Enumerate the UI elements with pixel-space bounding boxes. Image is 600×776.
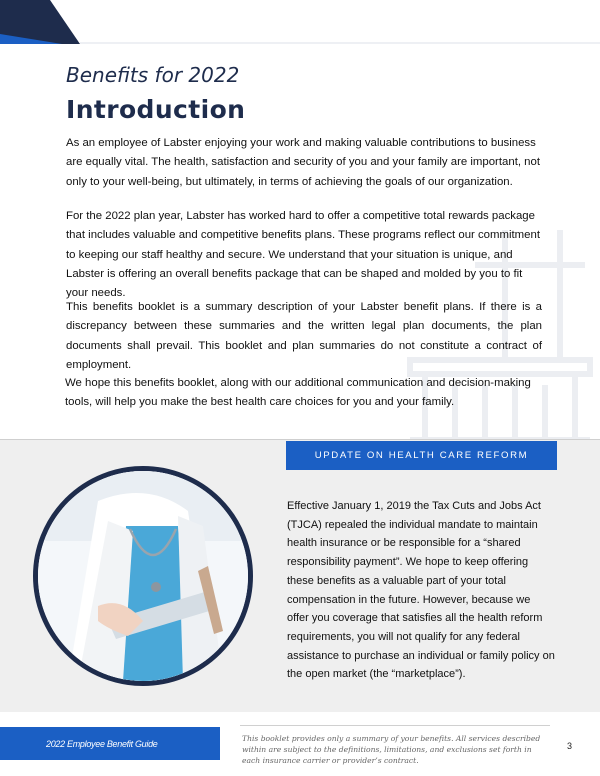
footer-rule [240,725,550,726]
footer-guide-tab [0,727,220,760]
footer-guide-label: 2022 Employee Benefit Guide [46,738,158,749]
intro-paragraph-3: This benefits booklet is a summary description of your Labster benefit plans. If there is a discrepancy between these summaries and the written legal plan documents, the plan documents shall prevail. This booklet and plan summaries do not constitute a contract of employment. [66,301,542,371]
corner-accent-shape [0,0,80,44]
section-divider [0,439,600,440]
page-title: Introduction [66,95,246,124]
intro-paragraph-2: For the 2022 plan year, Labster has worked hard to offer a competitive total rewards package that includes valuable and competitive benefits plans. These programs reflect our commitment to keeping our staff healthy and secure. We understand that your situation is unique, and Labster is offering an overall benefits package that can be shaped and molded by you to fit your needs. [66,210,541,300]
intro-paragraph-1: As an employee of Labster enjoying your work and making valuable contributions to business are equally vital. The health, satisfaction and security of you and your family are important, not only to your well-being, but ultimately, in terms of achieving the goals of our organization. [66,137,541,188]
reform-banner: UPDATE ON HEALTH CARE REFORM [286,441,557,470]
intro-paragraph-4: We hope this benefits booklet, along with our additional communication and decision-making tools, will help you make the best health care choices for you and your family. [65,377,531,409]
doctor-photo [33,466,253,686]
footer-disclaimer: This booklet provides only a summary of your benefits. All services described within are subject to the definitions, limitations, and exclusions set forth in each insurance carrier or provider’s contract. [242,734,541,765]
page-subtitle: Benefits for 2022 [66,63,240,87]
header-rule [80,42,600,44]
reform-paragraph: Effective January 1, 2019 the Tax Cuts and Jobs Act (TJCA) repealed the individual mandate to maintain health insurance or be responsible for a “shared responsibility payment”. We hope to keep offering these benefits as a valuable part of your total compensation in the future. However, because we offer you coverage that satisfies all the health reform requirements, you will not qualify for any federal assistance to purchase an individual or family policy on the open market (the “marketplace”). [287,500,555,681]
page-number: 3 [567,741,573,751]
